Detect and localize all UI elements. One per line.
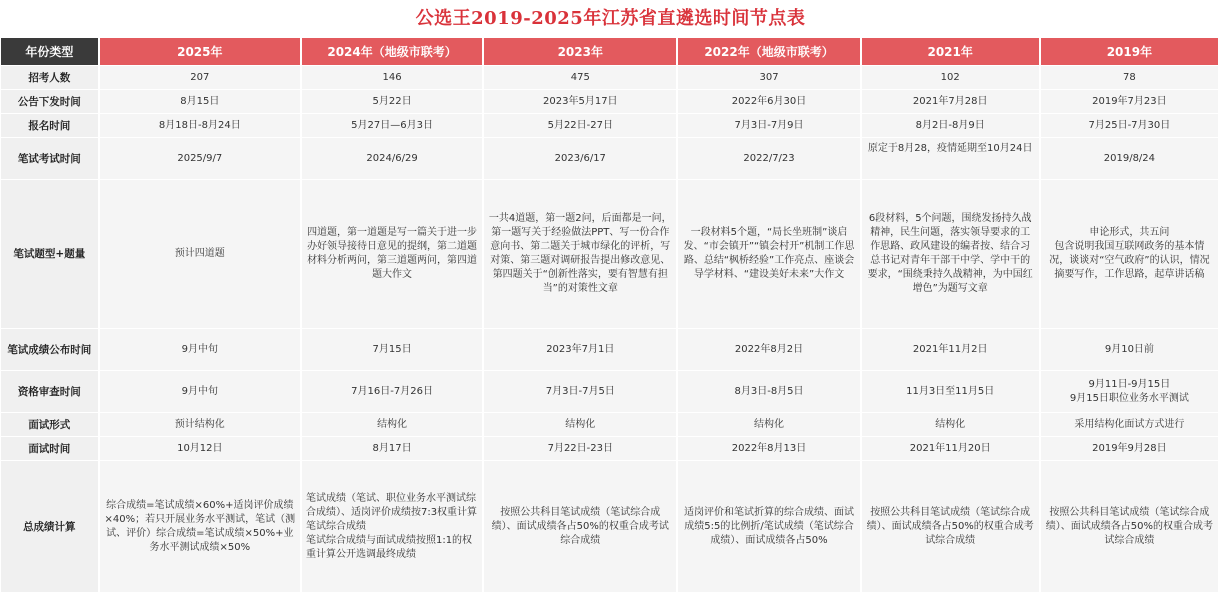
cell: 预计四道题 [100,180,300,328]
cell: 2019/8/24 [1041,138,1218,179]
cell: 7月25日-7月30日 [1041,114,1218,137]
cell: 8月15日 [100,90,300,113]
row-written-exam-date [1,138,1218,179]
row-announcement [1,90,1218,113]
row-label-total-score: 总成绩计算 [1,461,98,592]
cell: 2022年8月2日 [678,329,859,370]
row-label-interview-format: 面试形式 [1,413,98,436]
cell: 结构化 [484,413,676,436]
cell: 按照公共科目笔试成绩（笔试综合成绩）、面试成绩各占50%的权重合成考试综合成绩 [862,461,1039,592]
row-label-score-release: 笔试成绩公布时间 [1,329,98,370]
row-question-types [1,180,1218,328]
cell: 5月22日 [302,90,482,113]
header-year-2023: 2023年 [484,38,676,65]
cell: 9月11日-9月15日 9月15日职位业务水平测试 [1041,371,1218,412]
row-total-score [1,461,1218,592]
row-interview-format [1,413,1218,436]
cell: 2021年11月20日 [862,437,1039,460]
cell: 笔试成绩（笔试、职位业务水平测试综合成绩）、适岗评价成绩按7:3权重计算笔试综合成绩 笔试综合成绩与面试成绩按照1:1的权重计算公开选调最终成绩 [302,461,482,592]
cell: 四道题，第一道题是写一篇关于进一步办好领导接待日意见的提纲，第二道题材料分析两问，第三道题两问，第四道题大作文 [302,180,482,328]
cell: 7月16日-7月26日 [302,371,482,412]
cell: 2024/6/29 [302,138,482,179]
cell: 2021年7月28日 [862,90,1039,113]
cell: 2023/6/17 [484,138,676,179]
cell: 2022/7/23 [678,138,859,179]
cell: 采用结构化面试方式进行 [1041,413,1218,436]
header-year-2022: 2022年（地级市联考） [678,38,859,65]
cell: 11月3日至11月5日 [862,371,1039,412]
cell: 307 [678,66,859,89]
row-interview-date [1,437,1218,460]
cell: 8月3日-8月5日 [678,371,859,412]
row-label-announcement: 公告下发时间 [1,90,98,113]
row-applicants [1,66,1218,89]
header-year-2025: 2025年 [100,38,300,65]
page-title: 公选王2019-2025年江苏省直遴选时间节点表 [415,8,806,29]
row-score-release [1,329,1218,370]
cell: 一段材料5个题，“局长坐班制”谈启发、“市会镇开”“镇会村开”机制工作思路、总结“枫桥经验”工作亮点、座谈会导学材料、“建设美好未来”大作文 [678,180,859,328]
cell: 102 [862,66,1039,89]
cell: 7月3日-7月5日 [484,371,676,412]
cell: 8月18日-8月24日 [100,114,300,137]
cell: 结构化 [302,413,482,436]
cell: 5月27日—6月3日 [302,114,482,137]
row-qualification-review [1,371,1218,412]
cell: 78 [1041,66,1218,89]
cell: 按照公共科目笔试成绩（笔试综合成绩）、面试成绩各占50%的权重合成考试综合成绩 [484,461,676,592]
row-label-interview-date: 面试时间 [1,437,98,460]
cell: 按照公共科目笔试成绩（笔试综合成绩）、面试成绩各占50%的权重合成考试综合成绩 [1041,461,1218,592]
header-year-2019: 2019年 [1041,38,1218,65]
cell: 7月22日-23日 [484,437,676,460]
cell: 7月3日-7月9日 [678,114,859,137]
cell: 适岗评价和笔试折算的综合成绩、面试成绩5:5的比例折/笔试成绩（笔试综合成绩）、面试成绩各占50% [678,461,859,592]
cell: 综合成绩=笔试成绩×60%+适岗评价成绩×40%；若只开展业务水平测试，笔试（测试、评价）综合成绩=笔试成绩×50%+业务水平测试成绩×50% [100,461,300,592]
cell: 7月15日 [302,329,482,370]
header-corner: 年份类型 [1,38,98,65]
row-label-written-exam-date: 笔试考试时间 [1,138,98,179]
timeline-table [0,37,1220,593]
cell: 146 [302,66,482,89]
cell: 2023年5月17日 [484,90,676,113]
cell: 2025/9/7 [100,138,300,179]
row-label-question-types: 笔试题型+题量 [1,180,98,328]
header-year-2024: 2024年（地级市联考） [302,38,482,65]
cell: 8月2日-8月9日 [862,114,1039,137]
cell: 申论形式，共五问 包含说明我国互联网政务的基本情况，谈谈对“空气政府”的认识，情况摘要写作，工作思路，起草讲话稿 [1041,180,1218,328]
cell: 9月中旬 [100,329,300,370]
cell: 2023年7月1日 [484,329,676,370]
header-year-2021: 2021年 [862,38,1039,65]
cell: 2021年11月2日 [862,329,1039,370]
cell: 5月22日-27日 [484,114,676,137]
cell: 9月中旬 [100,371,300,412]
cell: 预计结构化 [100,413,300,436]
cell: 2019年9月28日 [1041,437,1218,460]
cell: 2022年8月13日 [678,437,859,460]
cell: 9月10日前 [1041,329,1218,370]
cell: 6段材料，5个问题，围绕发扬持久战精神，民生问题，落实领导要求的工作思路、政风建设的编者按、结合习总书记对青年干部干中学、学中干的要求，“围绕秉持久战精神，为中国红增色”为题写文章 [862,180,1039,328]
header-row [1,38,1218,65]
row-label-applicants: 招考人数 [1,66,98,89]
cell: 结构化 [678,413,859,436]
row-label-qualification-review: 资格审查时间 [1,371,98,412]
cell: 原定于8月28，疫情延期至10月24日 [862,138,1039,179]
cell: 2022年6月30日 [678,90,859,113]
cell: 207 [100,66,300,89]
cell: 2019年7月23日 [1041,90,1218,113]
row-label-registration: 报名时间 [1,114,98,137]
cell: 8月17日 [302,437,482,460]
cell: 一共4道题，第一题2问，后面都是一问，第一题写关于经验做法PPT、写一份合作意向书、第二题关于城市绿化的评析，写对策、第三题对调研报告提出修改意见、第四题关于“创新性落实，要有智慧有担当”的对策性文章 [484,180,676,328]
cell: 结构化 [862,413,1039,436]
cell: 475 [484,66,676,89]
cell: 10月12日 [100,437,300,460]
row-registration [1,114,1218,137]
